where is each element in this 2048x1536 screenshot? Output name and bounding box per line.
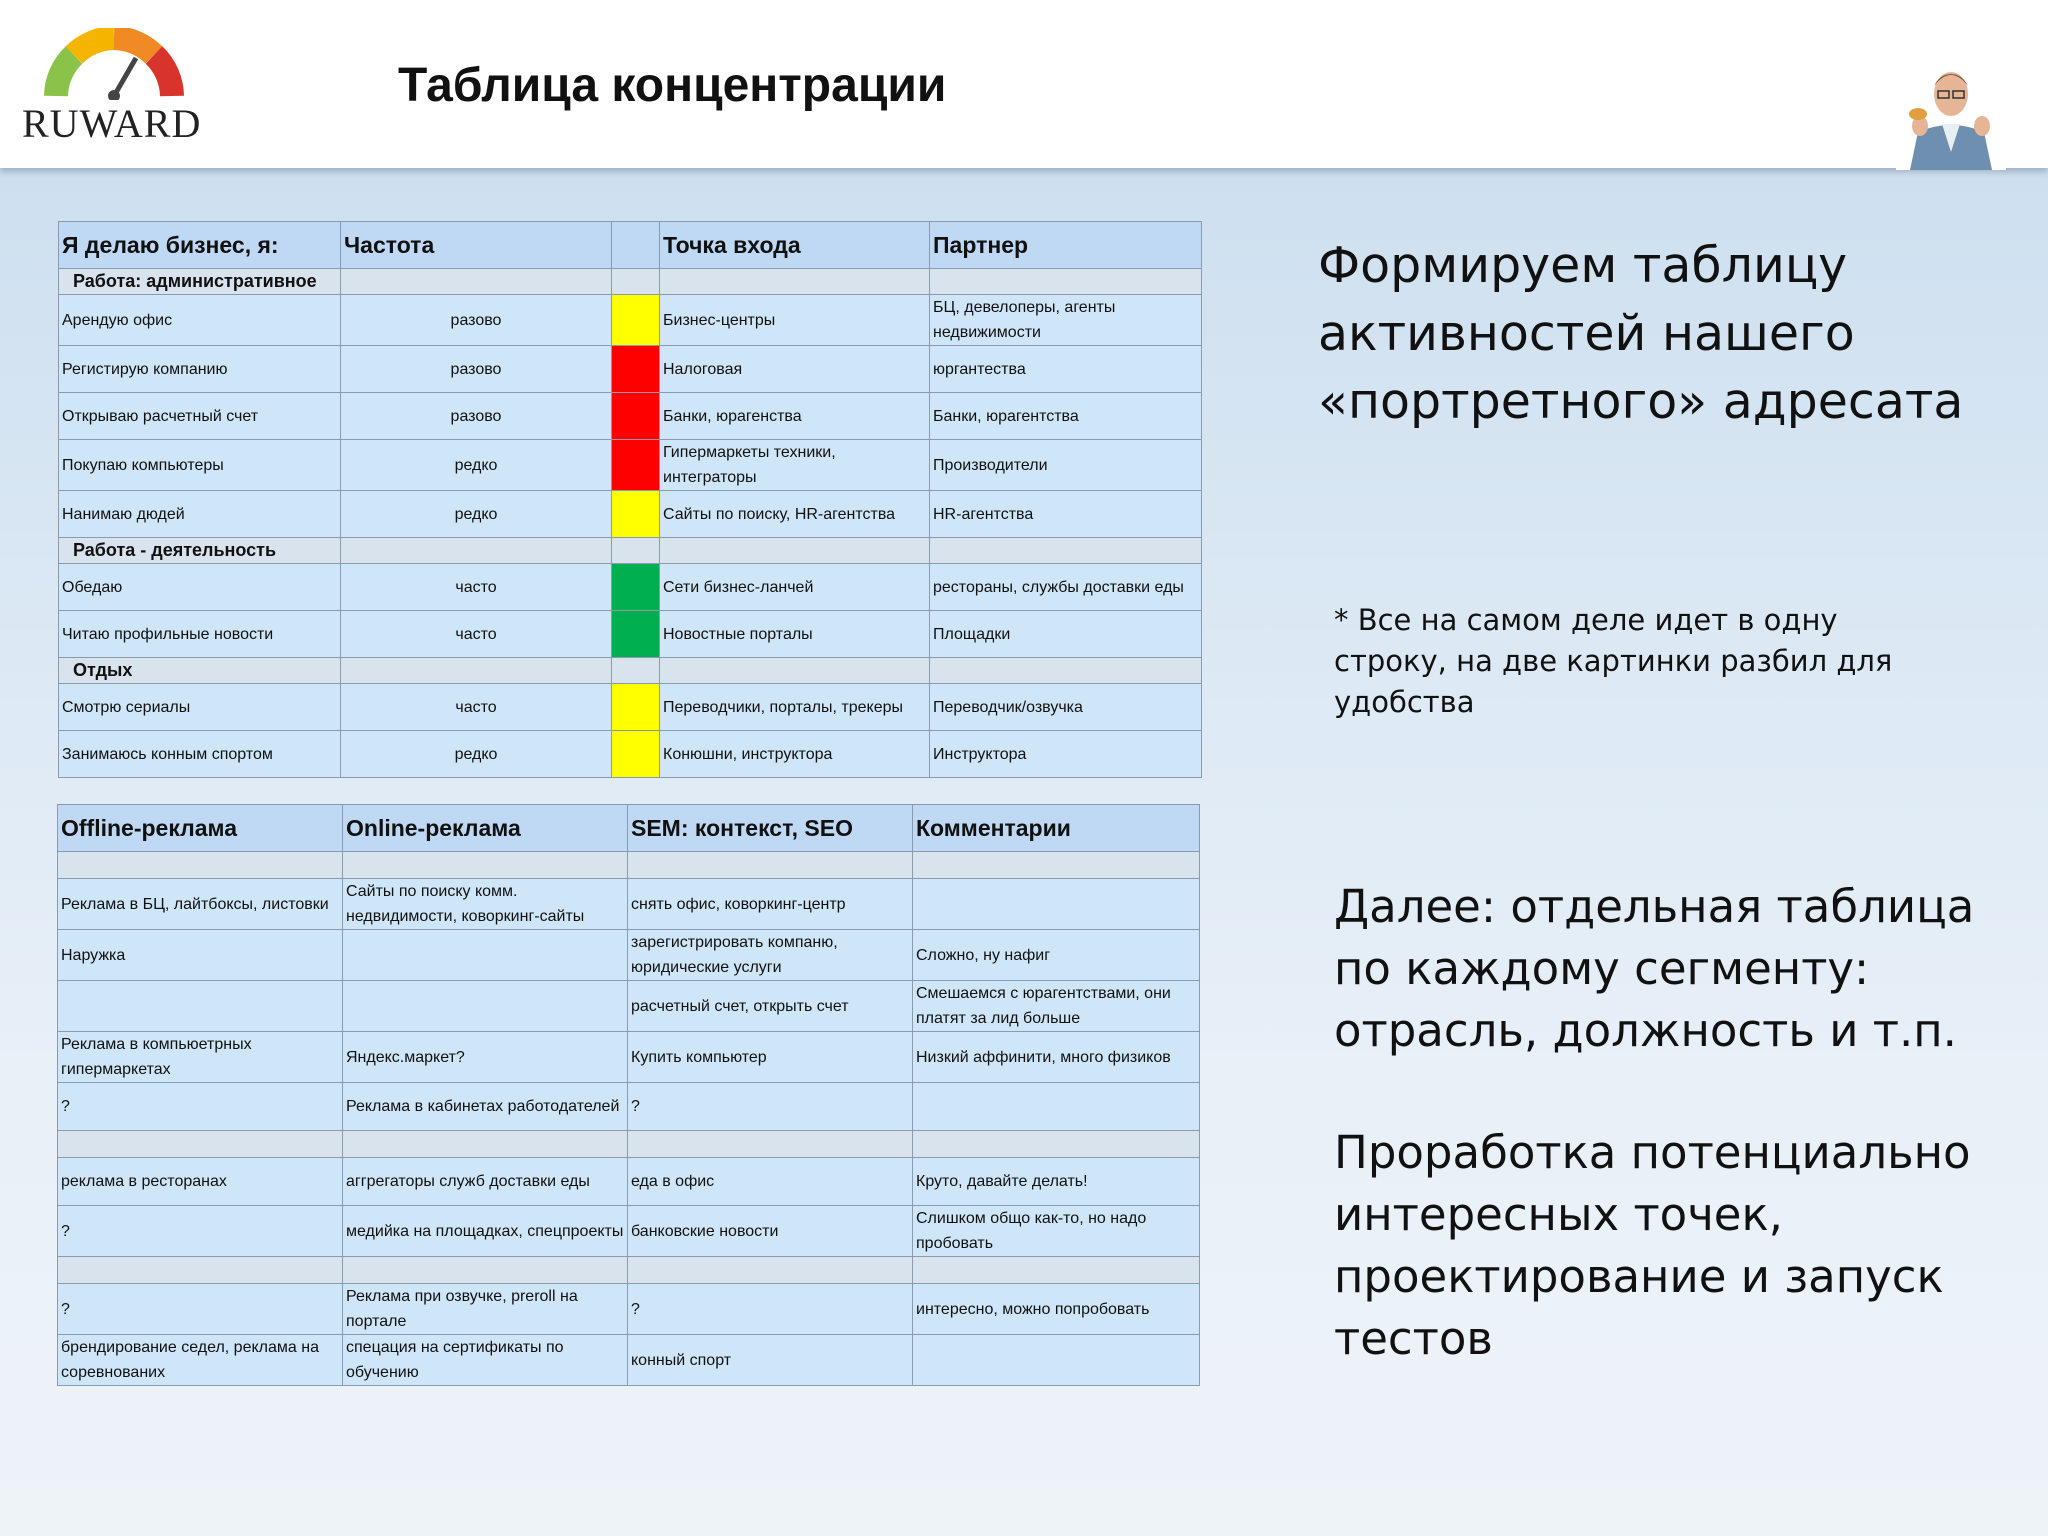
section-row	[59, 658, 1202, 684]
work-step-note: Проработка потенциально интересных точек, проектирование и запуск тестов	[1334, 1126, 1971, 1365]
frequency-cell: редко	[341, 440, 612, 491]
header-online: Online-реклама	[343, 805, 628, 852]
comment-cell	[913, 1335, 1200, 1386]
partner-cell: Площадки	[930, 611, 1202, 658]
entry-cell: Налоговая	[660, 346, 930, 393]
frequency-cell: часто	[341, 611, 612, 658]
next-step-note: Далее: отдельная таблица по каждому сегменту: отрасль, должность и т.п.	[1334, 880, 1975, 1057]
online-cell: медийка на площадках, спецпроекты	[343, 1206, 628, 1257]
table-row	[59, 491, 1202, 538]
table-header-row	[59, 222, 1202, 269]
status-mark-yellow	[612, 295, 660, 346]
activity-cell: Смотрю сериалы	[59, 684, 341, 731]
comment-cell	[913, 1083, 1200, 1131]
table-row	[58, 1284, 1200, 1335]
header-partner: Партнер	[930, 222, 1202, 269]
person-photo-icon	[1896, 62, 2006, 170]
partner-cell: БЦ, девелоперы, агенты недвижимости	[930, 295, 1202, 346]
frequency-cell: редко	[341, 491, 612, 538]
status-mark-yellow	[612, 491, 660, 538]
status-mark-green	[612, 564, 660, 611]
presenter-avatar	[1896, 62, 2006, 170]
table-row	[58, 1083, 1200, 1131]
logo-wordmark: RUWARD	[22, 101, 202, 146]
section-label: Работа: административное	[59, 269, 341, 295]
sem-cell: ?	[628, 1284, 913, 1335]
sem-cell: расчетный счет, открыть счет	[628, 981, 913, 1032]
partner-cell: юргантества	[930, 346, 1202, 393]
partner-cell: Инструктора	[930, 731, 1202, 778]
entry-cell: Сайты по поиску, HR-агентства	[660, 491, 930, 538]
sem-cell: еда в офис	[628, 1158, 913, 1206]
table-row	[58, 1032, 1200, 1083]
section-row	[58, 1257, 1200, 1284]
section-row	[59, 269, 1202, 295]
table-header-row	[58, 805, 1200, 852]
frequency-cell: разово	[341, 393, 612, 440]
activity-cell: Арендую офис	[59, 295, 341, 346]
section-row	[58, 852, 1200, 879]
entry-cell: Банки, юрагенства	[660, 393, 930, 440]
ruward-logo	[22, 28, 202, 148]
main-note: Формируем таблицу активностей нашего «портретного» адресата	[1318, 237, 1964, 430]
frequency-cell: часто	[341, 564, 612, 611]
entry-cell: Новостные порталы	[660, 611, 930, 658]
advertising-table	[57, 804, 1200, 1386]
section-row	[59, 538, 1202, 564]
online-cell	[343, 981, 628, 1032]
page-title: Таблица концентрации	[398, 59, 947, 112]
section-label: Работа - деятельность	[59, 538, 341, 564]
partner-cell: Переводчик/озвучка	[930, 684, 1202, 731]
comment-cell: интересно, можно попробовать	[913, 1284, 1200, 1335]
table-row	[58, 1158, 1200, 1206]
activity-cell: Покупаю компьютеры	[59, 440, 341, 491]
activity-cell: Открываю расчетный счет	[59, 393, 341, 440]
partner-cell: Производители	[930, 440, 1202, 491]
offline-cell: Реклама в БЦ, лайтбоксы, листовки	[58, 879, 343, 930]
status-mark-red	[612, 440, 660, 491]
sem-cell: конный спорт	[628, 1335, 913, 1386]
table-row	[58, 1335, 1200, 1386]
online-cell: спецация на сертификаты по обучению	[343, 1335, 628, 1386]
entry-cell: Конюшни, инструктора	[660, 731, 930, 778]
comment-cell	[913, 879, 1200, 930]
sem-cell: Купить компьютер	[628, 1032, 913, 1083]
slide-header	[0, 0, 2048, 168]
offline-cell: Наружка	[58, 930, 343, 981]
status-mark-red	[612, 346, 660, 393]
table-row	[58, 1206, 1200, 1257]
header-mark	[612, 222, 660, 269]
activity-cell: Занимаюсь конным спортом	[59, 731, 341, 778]
table-row	[59, 731, 1202, 778]
table-row	[58, 930, 1200, 981]
entry-cell: Гипермаркеты техники, интеграторы	[660, 440, 930, 491]
sem-cell: снять офис, коворкинг-центр	[628, 879, 913, 930]
comment-cell: Низкий аффинити, много физиков	[913, 1032, 1200, 1083]
sem-cell: ?	[628, 1083, 913, 1131]
activity-cell: Читаю профильные новости	[59, 611, 341, 658]
table-row	[59, 440, 1202, 491]
gauge-icon	[44, 28, 184, 100]
table-row	[59, 564, 1202, 611]
concentration-table	[58, 221, 1202, 778]
header-comments: Комментарии	[913, 805, 1200, 852]
offline-cell: ?	[58, 1083, 343, 1131]
offline-cell: брендирование седел, реклама на соревнованих	[58, 1335, 343, 1386]
online-cell: Яндекс.маркет?	[343, 1032, 628, 1083]
frequency-cell: редко	[341, 731, 612, 778]
offline-cell: Реклама в компьюетрных гипермаркетах	[58, 1032, 343, 1083]
entry-cell: Сети бизнес-ланчей	[660, 564, 930, 611]
section-label: Отдых	[59, 658, 341, 684]
activity-cell: Регистирую компанию	[59, 346, 341, 393]
offline-cell: реклама в ресторанах	[58, 1158, 343, 1206]
comment-cell: Смешаемся с юрагентствами, они платят за лид больше	[913, 981, 1200, 1032]
online-cell	[343, 930, 628, 981]
comment-cell: Сложно, ну нафиг	[913, 930, 1200, 981]
online-cell: аггрегаторы служб доставки еды	[343, 1158, 628, 1206]
status-mark-yellow	[612, 731, 660, 778]
online-cell: Сайты по поиску комм. недвидимости, коворкинг-сайты	[343, 879, 628, 930]
status-mark-green	[612, 611, 660, 658]
partner-cell: HR-агентства	[930, 491, 1202, 538]
header-sem: SEM: контекст, SEO	[628, 805, 913, 852]
offline-cell: ?	[58, 1284, 343, 1335]
table-row	[58, 879, 1200, 930]
offline-cell	[58, 981, 343, 1032]
table-row	[59, 393, 1202, 440]
section-row	[58, 1131, 1200, 1158]
sem-cell: зарегистрировать компаню, юридические услуги	[628, 930, 913, 981]
frequency-cell: разово	[341, 295, 612, 346]
entry-cell: Переводчики, порталы, трекеры	[660, 684, 930, 731]
entry-cell: Бизнес-центры	[660, 295, 930, 346]
table-row	[58, 981, 1200, 1032]
table-row	[59, 684, 1202, 731]
comment-cell: Круто, давайте делать!	[913, 1158, 1200, 1206]
table-row	[59, 295, 1202, 346]
online-cell: Реклама при озвучке, preroll на портале	[343, 1284, 628, 1335]
sem-cell: банковские новости	[628, 1206, 913, 1257]
comment-cell: Слишком общо как-то, но надо пробовать	[913, 1206, 1200, 1257]
header-offline: Offline-реклама	[58, 805, 343, 852]
status-mark-red	[612, 393, 660, 440]
frequency-cell: разово	[341, 346, 612, 393]
offline-cell: ?	[58, 1206, 343, 1257]
table-row	[59, 346, 1202, 393]
header-entry-point: Точка входа	[660, 222, 930, 269]
header-frequency: Частота	[341, 222, 612, 269]
activity-cell: Нанимаю дюдей	[59, 491, 341, 538]
footnote: * Все на самом деле идет в одну строку, на две картинки разбил для удобства	[1334, 603, 1893, 719]
table-row	[59, 611, 1202, 658]
frequency-cell: часто	[341, 684, 612, 731]
status-mark-yellow	[612, 684, 660, 731]
partner-cell: Банки, юрагентства	[930, 393, 1202, 440]
activity-cell: Обедаю	[59, 564, 341, 611]
online-cell: Реклама в кабинетах работодателей	[343, 1083, 628, 1131]
partner-cell: рестораны, службы доставки еды	[930, 564, 1202, 611]
header-activity: Я делаю бизнес, я:	[59, 222, 341, 269]
